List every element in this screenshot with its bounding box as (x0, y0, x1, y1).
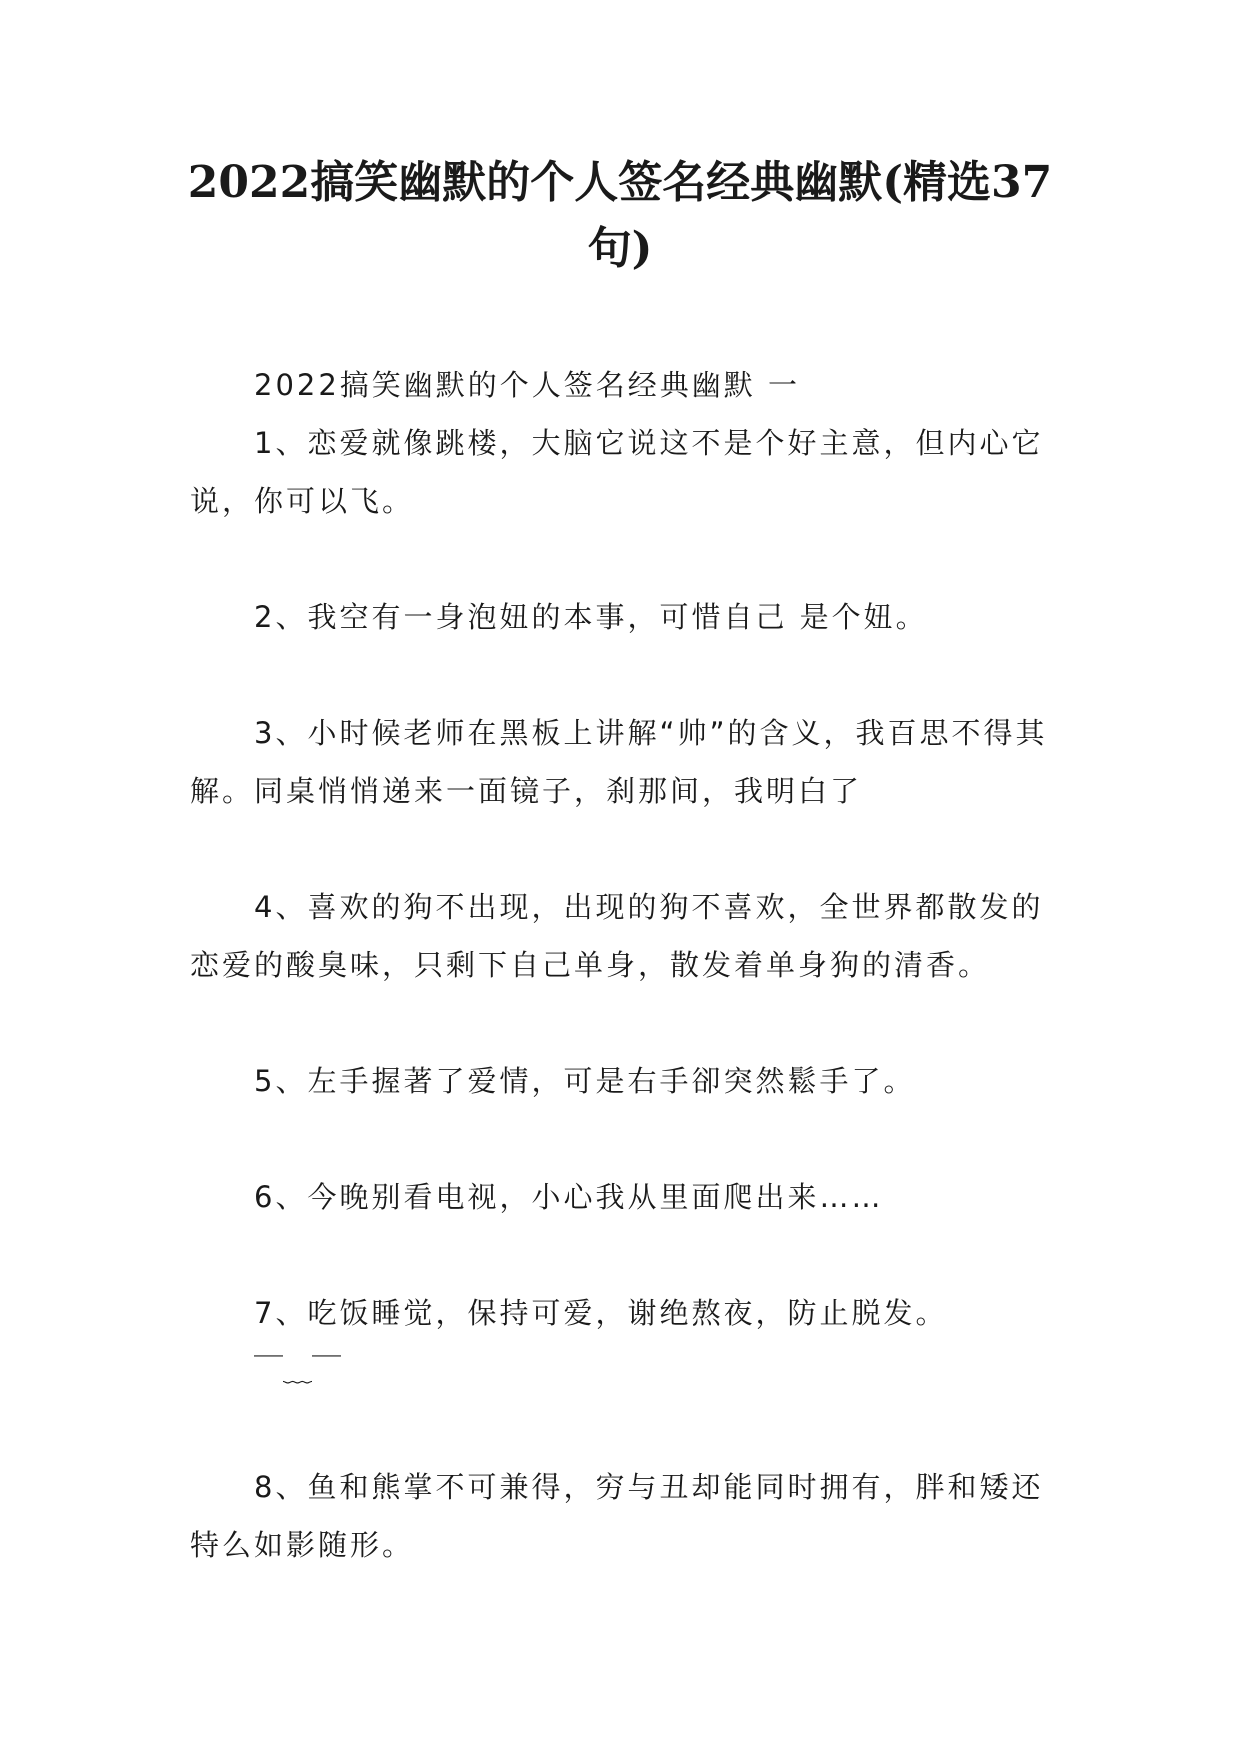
paragraph-gap (190, 1226, 1070, 1284)
paragraph-gap (190, 530, 1070, 588)
signature-item-6: 6、今晚别看电视，小心我从里面爬出来…… (254, 1180, 884, 1214)
paragraph-gap (190, 646, 1070, 704)
signature-item-8: 8、鱼和熊掌不可兼得，穷与丑却能同时拥有，胖和矮还特么如影随形。 (190, 1470, 1044, 1562)
section-heading: 2022搞笑幽默的个人签名经典幽默 一 (254, 368, 801, 402)
signature-item-7 (190, 1284, 1070, 1400)
signature-item-2: 2、我空有一身泡妞的本事，可惜自己 是个妞。 (254, 600, 928, 634)
signature-item-1: 1、恋爱就像跳楼，大脑它说这不是个好主意，但内心它说，你可以飞。 (190, 426, 1044, 518)
signature-item-7-text: 7、吃饭睡觉，保持可爱，谢绝熬夜，防止脱发。 (254, 1296, 948, 1330)
document-body (190, 356, 1070, 1574)
paragraph-gap (190, 994, 1070, 1052)
paragraph-gap (190, 1400, 1070, 1458)
emoticon: ￣﹏￣ (254, 1354, 342, 1388)
document-title: 2022搞笑幽默的个人签名经典幽默(精选37句) (187, 157, 1053, 274)
signature-item-5: 5、左手握著了爱情，可是右手卻突然鬆手了。 (254, 1064, 916, 1098)
signature-item-4: 4、喜欢的狗不出现，出现的狗不喜欢，全世界都散发的恋爱的酸臭味，只剩下自己单身，散发着单身狗的清香。 (190, 890, 1044, 982)
paragraph-gap (190, 820, 1070, 878)
paragraph-gap (190, 1110, 1070, 1168)
signature-item-3: 3、小时候老师在黑板上讲解“帅”的含义，我百思不得其解。同桌悄悄递来一面镜子，刹那间，我明白了 (190, 716, 1048, 808)
